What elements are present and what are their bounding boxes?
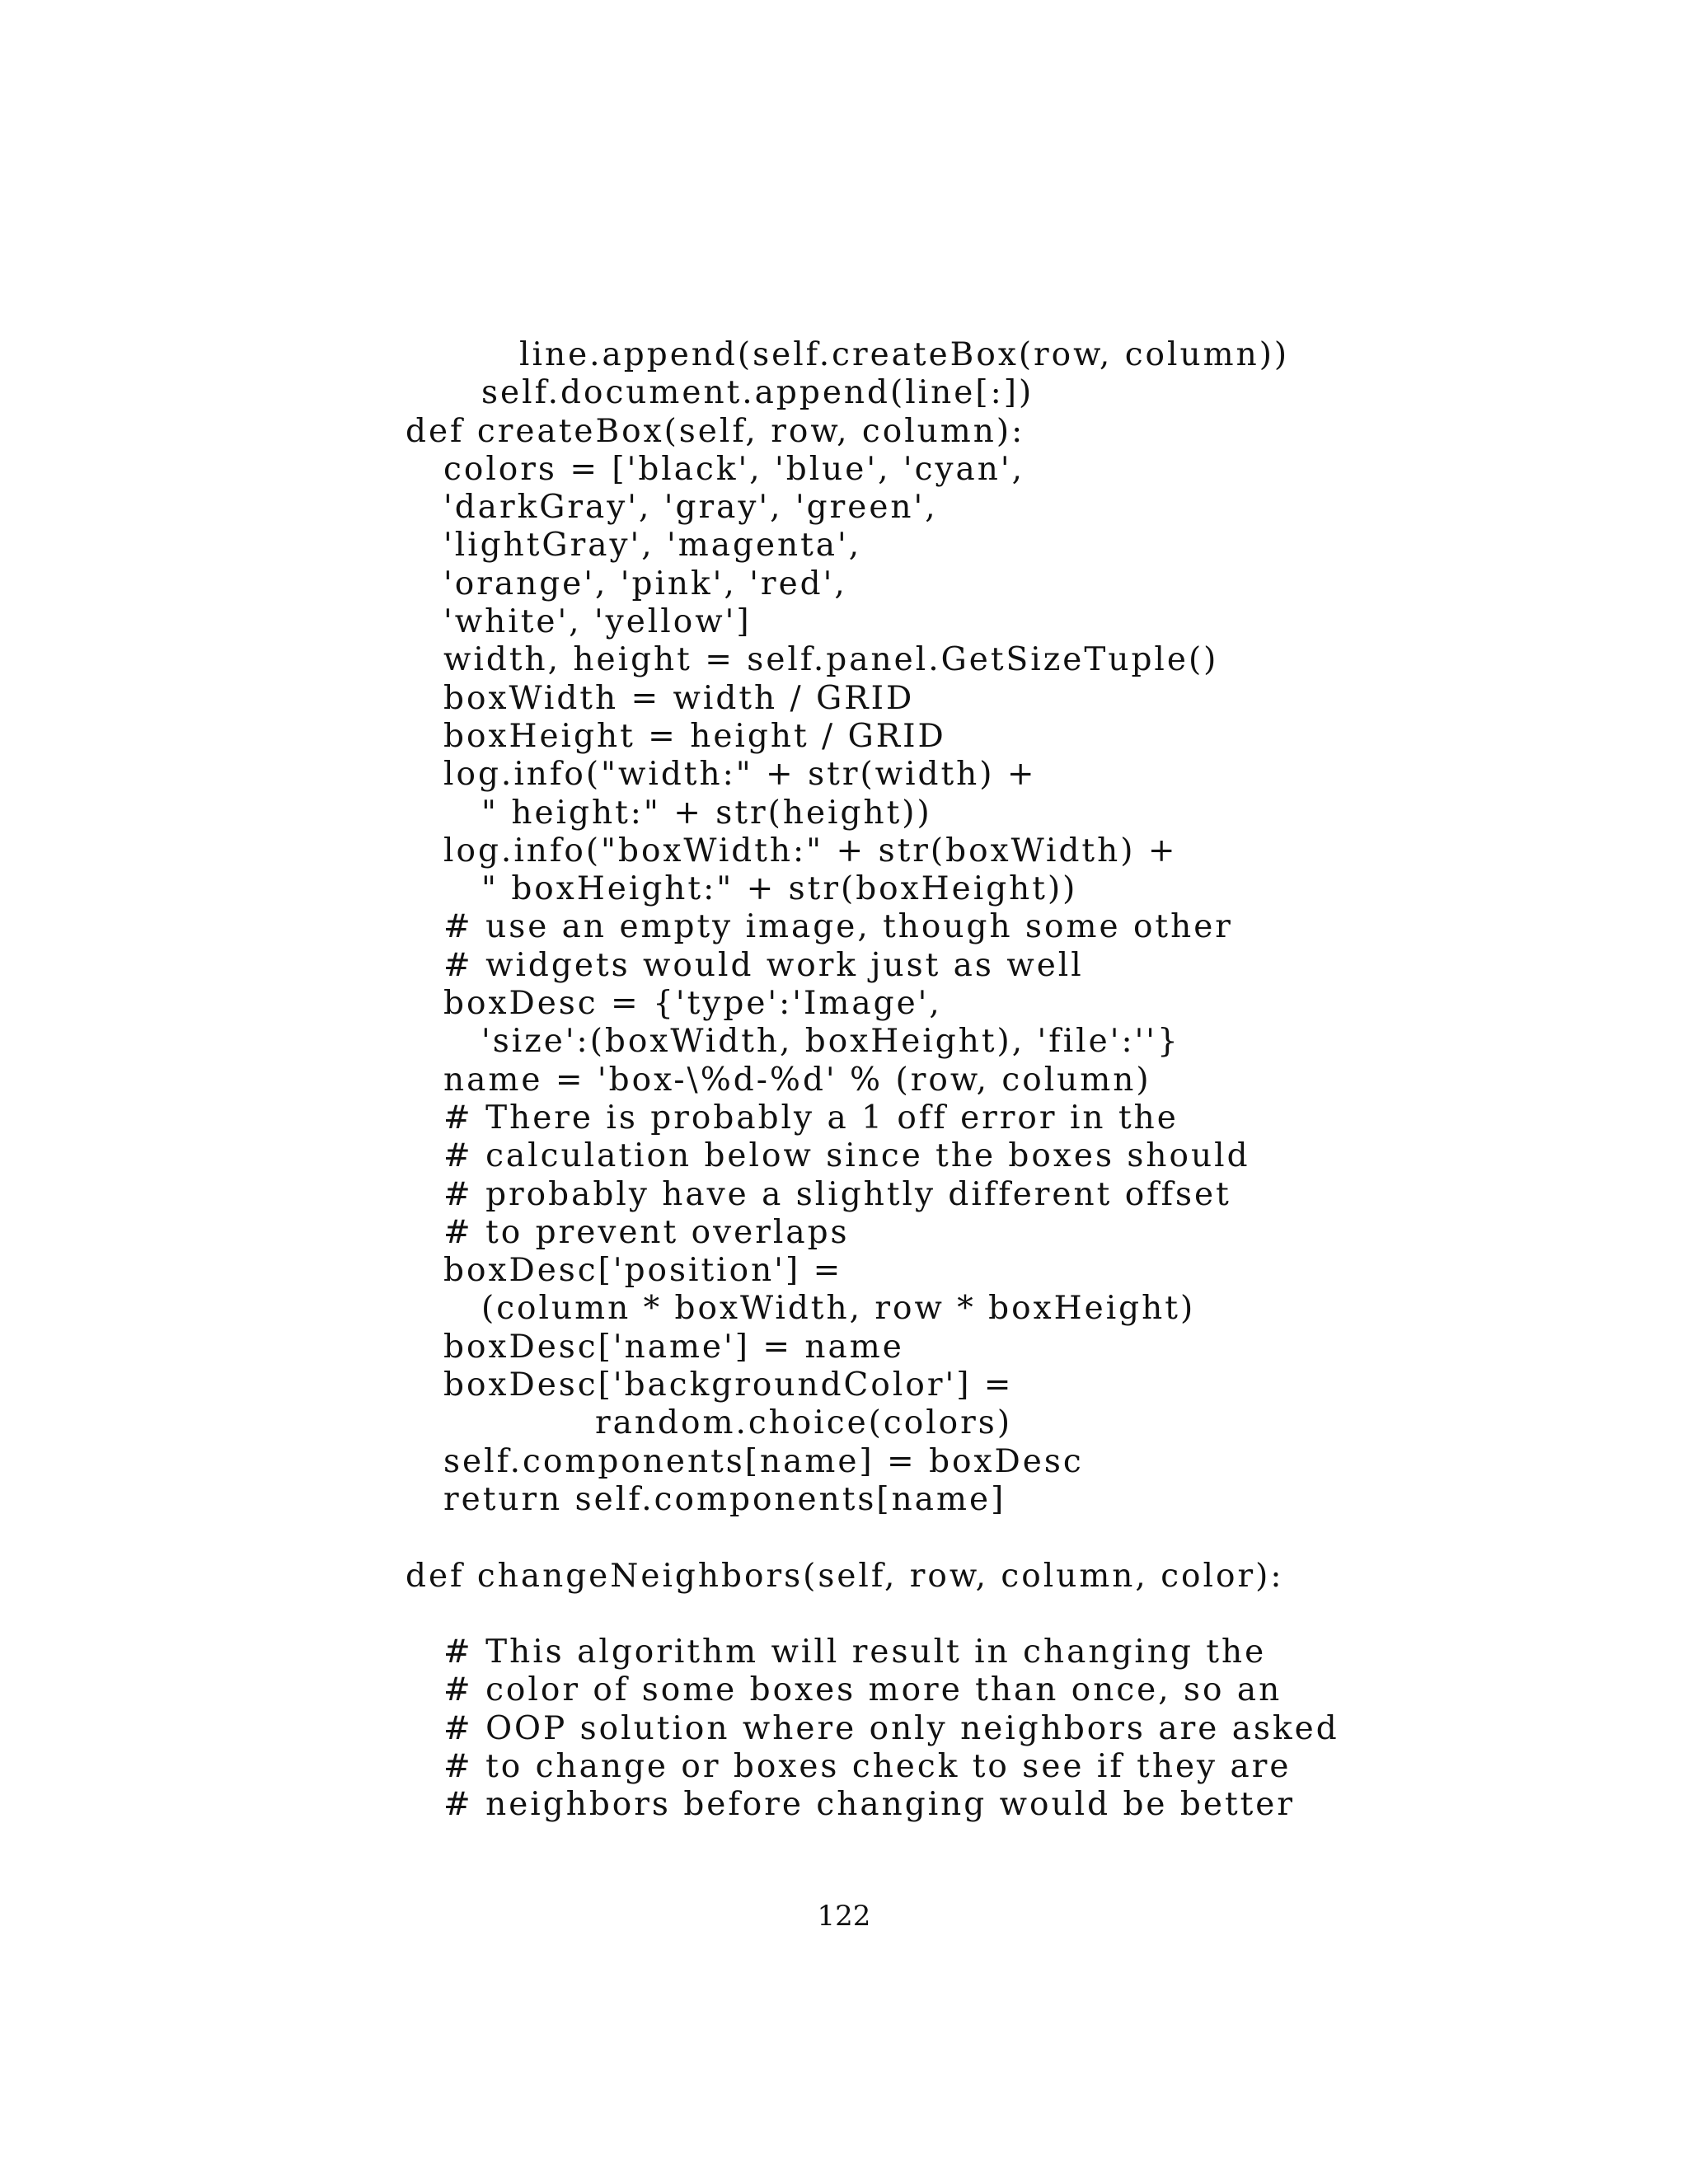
code-line [406, 565, 1688, 603]
code-line-text: name = 'box-\%d-%d' % (row, column) [443, 1061, 1151, 1099]
code-line-text: boxDesc['position'] = [443, 1252, 843, 1290]
page-number: 122 [817, 1900, 871, 1933]
code-line-text: # widgets would work just as well [443, 946, 1084, 984]
code-line [406, 374, 1688, 412]
code-line [406, 1023, 1688, 1061]
code-line-text: 'lightGray', 'magenta', [443, 527, 862, 565]
code-line [406, 451, 1688, 489]
code-line [406, 1366, 1688, 1404]
code-listing [406, 336, 1688, 1825]
code-line-text: boxWidth = width / GRID [443, 679, 915, 717]
code-line-text: # to prevent overlaps [443, 1213, 850, 1251]
code-line-text: colors = ['black', 'blue', 'cyan', [443, 450, 1025, 488]
code-line [406, 870, 1688, 908]
code-line-text: 'size':(boxWidth, boxHeight), 'file':''} [481, 1023, 1180, 1061]
code-line-text: def changeNeighbors(self, row, column, color): [406, 1557, 1284, 1595]
code-line [406, 718, 1688, 756]
code-line [406, 1443, 1688, 1481]
code-line-text: # to change or boxes check to see if they are [443, 1747, 1292, 1785]
code-line-text: # There is probably a 1 off error in the [443, 1099, 1179, 1137]
code-line [406, 1290, 1688, 1328]
code-line [406, 1633, 1688, 1671]
code-line-text: # calculation below since the boxes should [443, 1137, 1250, 1175]
code-line [406, 1099, 1688, 1137]
code-line-text: 'orange', 'pink', 'red', [443, 565, 847, 602]
code-line-text: (column * boxWidth, row * boxHeight) [481, 1290, 1196, 1328]
code-line [406, 1137, 1688, 1175]
code-line [406, 832, 1688, 870]
code-line-text: boxDesc['name'] = name [443, 1328, 904, 1366]
code-line [406, 680, 1688, 718]
code-line [406, 1596, 1688, 1633]
code-line-text: self.document.append(line[:]) [481, 374, 1034, 412]
code-line [406, 413, 1688, 451]
code-line [406, 1252, 1688, 1290]
code-line-text: random.choice(colors) [595, 1404, 1013, 1442]
code-line [406, 1329, 1688, 1366]
code-line [406, 1786, 1688, 1824]
code-line [406, 794, 1688, 832]
code-line [406, 336, 1688, 374]
code-line-text: # color of some boxes more than once, so an [443, 1671, 1282, 1709]
code-line [406, 947, 1688, 985]
code-line-text: boxDesc['backgroundColor'] = [443, 1366, 1014, 1404]
code-line [406, 1481, 1688, 1519]
code-line-text: self.components[name] = boxDesc [443, 1442, 1084, 1480]
code-line [406, 756, 1688, 794]
code-line [406, 1748, 1688, 1786]
code-line-text: # OOP solution where only neighbors are asked [443, 1709, 1339, 1747]
code-line-text: log.info("width:" + str(width) + [443, 756, 1037, 794]
code-line-text: return self.components[name] [443, 1480, 1006, 1518]
code-line [406, 603, 1688, 641]
code-line-text: width, height = self.panel.GetSizeTuple() [443, 641, 1219, 679]
code-line [406, 1214, 1688, 1252]
code-line-text: boxDesc = {'type':'Image', [443, 985, 942, 1023]
code-line [406, 489, 1688, 527]
code-line-text: # probably have a slightly different offset [443, 1175, 1231, 1213]
code-line [406, 1176, 1688, 1214]
code-line [406, 1710, 1688, 1748]
code-line [406, 1404, 1688, 1442]
code-line-text: " boxHeight:" + str(boxHeight)) [481, 870, 1078, 908]
code-line-text: boxHeight = height / GRID [443, 717, 946, 755]
code-line-text: " height:" + str(height)) [481, 794, 932, 832]
code-line-text: # This algorithm will result in changing the [443, 1633, 1267, 1671]
code-line [406, 527, 1688, 565]
code-line [406, 985, 1688, 1023]
code-line [406, 1671, 1688, 1709]
code-line-text: log.info("boxWidth:" + str(boxWidth) + [443, 832, 1178, 869]
code-line-text: def createBox(self, row, column): [406, 412, 1025, 450]
code-line [406, 908, 1688, 946]
code-line [406, 1519, 1688, 1557]
code-line [406, 1558, 1688, 1596]
code-line-text: line.append(self.createBox(row, column)) [519, 336, 1290, 373]
code-line [406, 1062, 1688, 1099]
code-line [406, 641, 1688, 679]
code-line-text: 'white', 'yellow'] [443, 603, 752, 641]
code-line-text: 'darkGray', 'gray', 'green', [443, 489, 938, 527]
code-line-text: # neighbors before changing would be better [443, 1786, 1296, 1824]
code-line-text: # use an empty image, though some other [443, 908, 1233, 946]
